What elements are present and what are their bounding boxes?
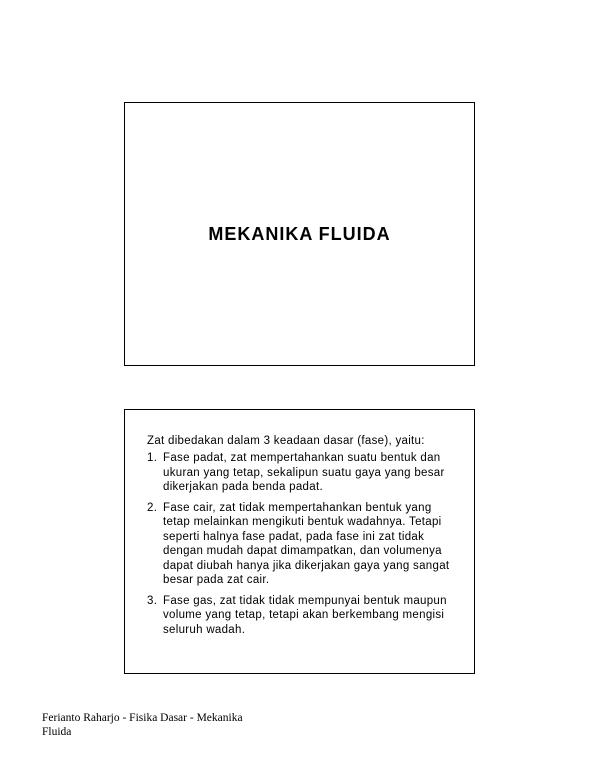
slide-title: MEKANIKA FLUIDA (208, 223, 391, 244)
slide-intro-text: Zat dibedakan dalam 3 keadaan dasar (fase), yaitu: (147, 435, 425, 447)
list-item (147, 451, 460, 495)
list-item (147, 594, 460, 638)
list-item-text: Fase padat, zat mempertahankan suatu bentuk dan ukuran yang tetap, sekalipun suatu gaya yang besar dikerjakan pada benda padat. (163, 452, 445, 493)
page-footer: Ferianto Raharjo - Fisika Dasar - Mekanika Fluida (42, 712, 243, 738)
slide-content-frame (124, 409, 475, 674)
phase-list (147, 451, 460, 637)
list-item-text: Fase gas, zat tidak tidak mempunyai bentuk maupun volume yang tetap, tetapi akan berkembang mengisi seluruh wadah. (163, 594, 447, 636)
list-item (147, 501, 460, 588)
list-item-text: Fase cair, zat tidak mempertahankan bentuk yang tetap melainkan mengikuti bentuk wadahnya. Tetapi seperti halnya fase padat, pada fase ini zat tidak dengan mudah dapat dimampatkan, dan volumenya dapat diubah hanya jika dikerjakan gaya yang sangat besar pada zat cair. (163, 501, 450, 586)
list-item-number: 3. (147, 594, 158, 607)
slide-title-frame (124, 102, 475, 366)
list-item-number: 2. (147, 501, 158, 514)
list-item-number: 1. (147, 452, 158, 464)
